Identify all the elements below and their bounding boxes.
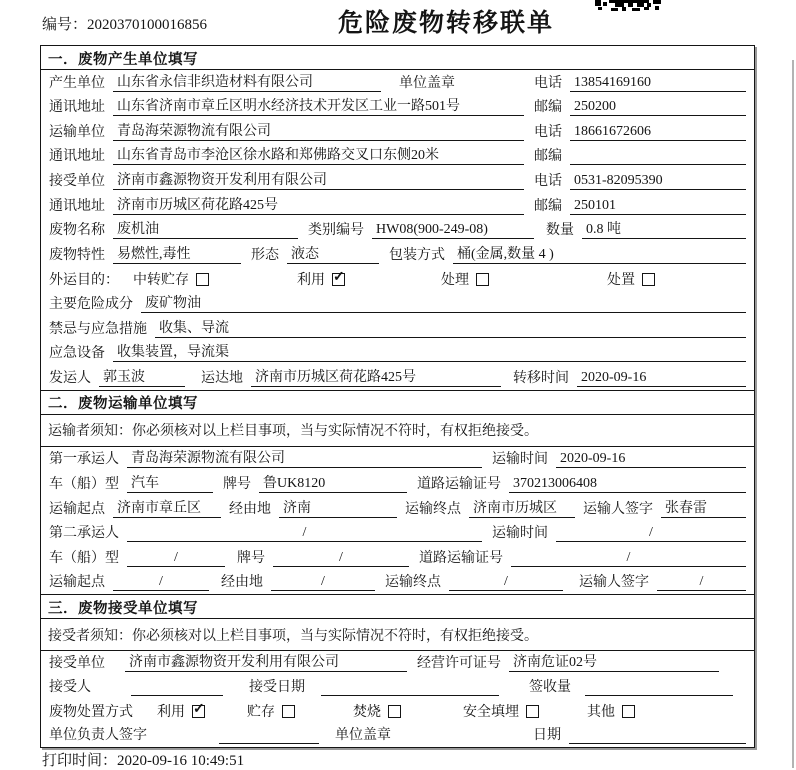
transporter-sign-value: 张春雷 <box>661 497 746 518</box>
road-license-value: 370213006408 <box>509 476 746 493</box>
waste-name-value: 废机油 <box>113 218 298 239</box>
transport-time-value: / <box>556 525 746 542</box>
disposal-option-other <box>587 701 635 721</box>
disposal-option-store <box>247 701 295 721</box>
qr-code-fragment-icon <box>595 0 661 12</box>
producer-zip-value: 250200 <box>570 99 746 116</box>
taboo-measures-value: 收集、导流 <box>155 317 746 338</box>
purpose-option-storage <box>133 269 209 289</box>
incinerate-checkbox <box>388 705 401 718</box>
route-start-label: 运输起点 <box>49 501 105 517</box>
acceptor-label: 接受人 <box>49 680 91 696</box>
storage-checkbox <box>196 273 209 286</box>
route-start-value: / <box>113 574 209 591</box>
receiver-unit-row <box>41 168 754 193</box>
address-label: 通讯地址 <box>49 100 105 116</box>
destination-value: 济南市历城区荷花路425号 <box>251 366 501 387</box>
transport-zip-value <box>570 148 746 165</box>
disposal-method-row <box>41 699 754 723</box>
transport-unit-value: 青岛海荣源物流有限公司 <box>113 120 524 141</box>
transporter-sign-label: 运输人签字 <box>583 501 653 517</box>
option-label: 处置 <box>607 273 635 289</box>
responsible-signature-value <box>219 727 319 744</box>
unit-seal-label: 单位盖章 <box>335 728 391 744</box>
taboo-measures-label: 禁忌与应急措施 <box>49 321 147 337</box>
transport-unit-row <box>41 119 754 144</box>
receiver-phone-value: 0531-82095390 <box>570 173 746 190</box>
carrier2-label: 第二承运人 <box>49 526 119 542</box>
date-label: 日期 <box>533 728 561 744</box>
print-time <box>42 749 244 770</box>
option-label: 安全填埋 <box>463 705 519 721</box>
transfer-time-value: 2020-09-16 <box>577 370 746 387</box>
hazard-component-value: 废矿物油 <box>141 292 746 313</box>
treat-checkbox <box>476 273 489 286</box>
transport-phone-group <box>534 121 746 141</box>
plate-label: 牌号 <box>237 550 265 566</box>
route1-row <box>41 496 754 521</box>
route-via-label: 经由地 <box>229 501 271 517</box>
received-quantity-value <box>585 679 733 696</box>
disposal-option-incinerate <box>353 701 401 721</box>
producer-address-row <box>41 95 754 120</box>
option-label: 中转贮存 <box>133 273 189 289</box>
transporter-notice: 运输者须知：你必须核对以上栏目事项，当与实际情况不符时，有权拒绝接受。 <box>41 415 754 447</box>
vehicle-type-label: 车（船）型 <box>49 476 119 492</box>
vehicle2-row <box>41 545 754 570</box>
producer-unit-row <box>41 70 754 95</box>
zip-label: 邮编 <box>534 149 562 165</box>
zip-label: 邮编 <box>534 198 562 214</box>
receiver-address-row <box>41 193 754 218</box>
waste-property-label: 废物特性 <box>49 247 105 263</box>
disposal-method-label: 废物处置方式 <box>49 705 133 721</box>
purpose-option-dispose <box>607 269 655 289</box>
page-edge <box>792 60 794 768</box>
shipper-value: 郭玉波 <box>99 366 185 387</box>
transport-address-row <box>41 144 754 169</box>
print-time-label: 打印时间： <box>42 753 118 769</box>
transport-address-value: 山东省青岛市李沧区徐水路和郑佛路交叉口东侧20米 <box>113 144 524 165</box>
zip-label: 邮编 <box>534 100 562 116</box>
accept-date-value <box>321 679 499 696</box>
route2-row <box>41 570 754 595</box>
plate-value: / <box>273 550 409 567</box>
destination-label: 运达地 <box>201 370 243 386</box>
route-via-label: 经由地 <box>221 575 263 591</box>
emergency-equipment-value: 收集装置，导流渠 <box>113 341 746 362</box>
road-license-label: 道路运输证号 <box>417 476 501 492</box>
route-start-value: 济南市章丘区 <box>113 497 221 518</box>
use-checkbox <box>192 705 205 718</box>
phone-label: 电话 <box>534 75 562 91</box>
section-2-header: 二．废物运输单位填写 <box>41 390 754 415</box>
disposal-option-use <box>157 701 205 721</box>
waste-name-row <box>41 218 754 243</box>
hazard-component-label: 主要危险成分 <box>49 296 133 312</box>
section-1-header: 一．废物产生单位填写 <box>41 46 754 70</box>
waste-property-row <box>41 242 754 267</box>
document-header <box>0 0 796 45</box>
vehicle-type-value: / <box>127 550 225 567</box>
producer-zip-group <box>534 96 746 116</box>
transport-zip-group <box>534 145 746 165</box>
producer-unit-value: 山东省永信非织造材料有限公司 <box>113 71 381 92</box>
transport-time-label: 运输时间 <box>492 452 548 468</box>
purpose-option-treat <box>441 269 489 289</box>
option-label: 利用 <box>297 273 325 289</box>
accept-unit-label: 接受单位 <box>49 656 105 672</box>
carrier1-value: 青岛海荣源物流有限公司 <box>127 447 482 468</box>
quantity-value: 0.8 吨 <box>582 218 746 239</box>
emergency-equipment-label: 应急设备 <box>49 346 105 362</box>
vehicle-type-label: 车（船）型 <box>49 550 119 566</box>
receiver-zip-group <box>534 195 746 215</box>
other-checkbox <box>622 705 635 718</box>
receiver-zip-value: 250101 <box>570 198 746 215</box>
transfer-time-label: 转移时间 <box>513 370 569 386</box>
form-state-value: 液态 <box>287 243 379 264</box>
responsible-signature-row <box>41 723 754 747</box>
category-code-value: HW08(900-249-08) <box>372 222 534 239</box>
landfill-checkbox <box>526 705 539 718</box>
plate-label: 牌号 <box>223 476 251 492</box>
section-3-header: 三．废物接受单位填写 <box>41 594 754 619</box>
receiver-address-value: 济南市历城区荷花路425号 <box>113 194 524 215</box>
acceptor-row <box>41 675 754 699</box>
operating-license-value: 济南危证02号 <box>509 651 719 672</box>
transporter-sign-value: / <box>657 574 746 591</box>
accept-unit-value: 济南市鑫源物资开发利用有限公司 <box>125 651 407 672</box>
use-checkbox <box>332 273 345 286</box>
store-checkbox <box>282 705 295 718</box>
acceptor-value <box>131 679 223 696</box>
receiver-unit-value: 济南市鑫源物资开发利用有限公司 <box>113 169 524 190</box>
plate-value: 鲁UK8120 <box>259 472 407 493</box>
option-label: 处理 <box>441 273 469 289</box>
address-label: 通讯地址 <box>49 198 105 214</box>
waste-property-value: 易燃性,毒性 <box>113 243 241 264</box>
page-title: 危险废物转移联单 <box>337 10 554 37</box>
carrier1-label: 第一承运人 <box>49 452 119 468</box>
serial-value: 2020370100016856 <box>87 17 208 33</box>
received-quantity-label: 签收量 <box>529 680 571 696</box>
phone-label: 电话 <box>534 173 562 189</box>
transfer-purpose-label: 外运目的： <box>49 273 119 289</box>
transfer-purpose-row <box>41 267 754 292</box>
route-end-label: 运输终点 <box>385 575 441 591</box>
option-label: 贮存 <box>247 705 275 721</box>
road-license-value: / <box>511 550 746 567</box>
route-end-value: / <box>449 574 563 591</box>
vehicle1-row <box>41 471 754 496</box>
dispose-checkbox <box>642 273 655 286</box>
receiver-unit-label: 接受单位 <box>49 173 105 189</box>
form-state-label: 形态 <box>251 247 279 263</box>
date-value <box>569 727 746 744</box>
receiver-notice: 接受者须知：你必须核对以上栏目事项，当与实际情况不符时，有权拒绝接受。 <box>41 619 754 651</box>
route-via-value: / <box>271 574 375 591</box>
option-label: 焚烧 <box>353 705 381 721</box>
road-license-label: 道路运输证号 <box>419 550 503 566</box>
waste-name-label: 废物名称 <box>49 223 105 239</box>
emergency-equipment-row <box>41 341 754 366</box>
purpose-option-use <box>297 269 345 289</box>
disposal-option-landfill <box>463 701 539 721</box>
transfer-form <box>40 45 755 748</box>
transporter-sign-label: 运输人签字 <box>579 575 649 591</box>
accept-date-label: 接受日期 <box>249 680 305 696</box>
route-end-value: 济南市历城区 <box>469 497 575 518</box>
accept-unit-row <box>41 651 754 675</box>
option-label: 利用 <box>157 705 185 721</box>
carrier2-row <box>41 521 754 546</box>
unit-seal-label: 单位盖章 <box>399 75 455 91</box>
producer-phone-value: 13854169160 <box>570 75 746 92</box>
packaging-value: 桶(金属,数量 4 ) <box>453 243 746 264</box>
shipper-label: 发运人 <box>49 370 91 386</box>
print-time-value: 2020-09-16 10:49:51 <box>117 753 245 769</box>
phone-label: 电话 <box>534 124 562 140</box>
vehicle-type-value: 汽车 <box>127 472 213 493</box>
producer-address-value: 山东省济南市章丘区明水经济技术开发区工业一路501号 <box>113 95 524 116</box>
transport-unit-label: 运输单位 <box>49 124 105 140</box>
producer-unit-label: 产生单位 <box>49 75 105 91</box>
route-via-value: 济南 <box>279 497 397 518</box>
shipper-row <box>41 365 754 390</box>
carrier2-value: / <box>127 525 482 542</box>
serial-label: 编号： <box>42 17 88 33</box>
route-start-label: 运输起点 <box>49 575 105 591</box>
quantity-label: 数量 <box>546 223 574 239</box>
transport-time-value: 2020-09-16 <box>556 451 746 468</box>
producer-phone-group <box>534 72 746 92</box>
receiver-phone-group <box>534 170 746 190</box>
address-label: 通讯地址 <box>49 149 105 165</box>
transport-phone-value: 18661672606 <box>570 124 746 141</box>
responsible-signature-label: 单位负责人签字 <box>49 728 147 744</box>
transport-time-label: 运输时间 <box>492 526 548 542</box>
route-end-label: 运输终点 <box>405 501 461 517</box>
carrier1-row <box>41 447 754 472</box>
category-code-label: 类别编号 <box>308 223 364 239</box>
option-label: 其他 <box>587 705 615 721</box>
taboo-measures-row <box>41 316 754 341</box>
hazard-component-row <box>41 291 754 316</box>
packaging-label: 包装方式 <box>389 247 445 263</box>
operating-license-label: 经营许可证号 <box>417 656 501 672</box>
